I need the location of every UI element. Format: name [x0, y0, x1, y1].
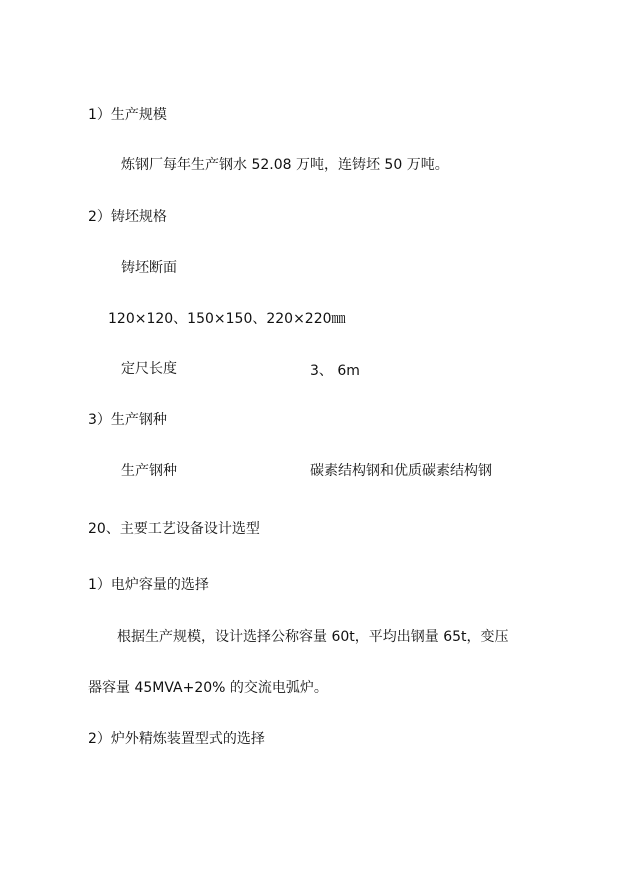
billet-spec-heading: 2）铸坯规格	[88, 209, 167, 225]
billet-section-values: 120×120、150×150、220×220㎜	[108, 311, 346, 327]
furnace-capacity-text-line-1: 根据生产规模，设计选择公称容量 60t，平均出钢量 65t，变压	[117, 629, 509, 645]
steel-grade-heading: 3）生产钢种	[88, 412, 167, 428]
billet-section-label: 铸坯断面	[121, 260, 177, 276]
refining-heading: 2）炉外精炼装置型式的选择	[88, 731, 265, 747]
steel-grade-value: 碳素结构钢和优质碳素结构钢	[310, 463, 492, 479]
furnace-capacity-text-line-2: 器容量 45MVA+20% 的交流电弧炉。	[88, 680, 328, 696]
production-scale-text: 炼钢厂每年生产钢水 52.08 万吨，连铸坯 50 万吨。	[121, 157, 449, 173]
production-scale-heading: 1）生产规模	[88, 107, 167, 123]
equipment-heading: 20、主要工艺设备设计选型	[88, 521, 260, 537]
cut-length-value: 3、 6m	[310, 363, 360, 379]
steel-grade-label: 生产钢种	[121, 463, 177, 479]
furnace-capacity-heading: 1）电炉容量的选择	[88, 577, 209, 593]
cut-length-label: 定尺长度	[121, 361, 177, 377]
